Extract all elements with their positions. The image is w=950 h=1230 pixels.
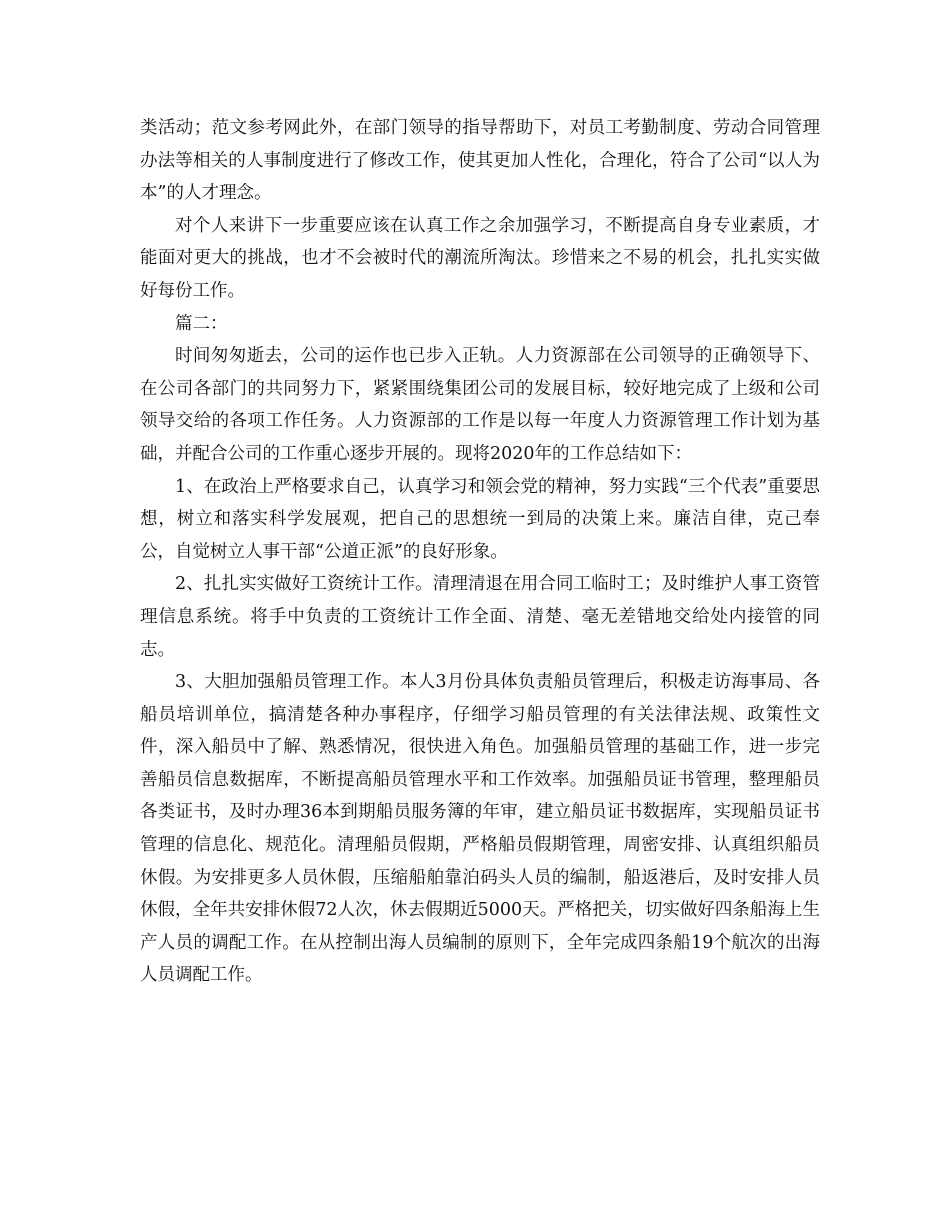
document-body: [140, 112, 820, 992]
paragraph-item-3: 3、大胆加强船员管理工作。本人3月份具体负责船员管理后，积极走访海事局、各船员培训单位，搞清楚各种办事程序，仔细学习船员管理的有关法律法规、政策性文件，深入船员中了解、熟悉情况，很快进入角色。加强船员管理的基础工作，进一步完善船员信息数据库，不断提高船员管理水平和工作效率。加强船员证书管理，整理船员各类证书，及时办理36本到期船员服务簿的年审，建立船员证书数据库，实现船员证书管理的信息化、规范化。清理船员假期，严格船员假期管理，周密安排、认真组织船员休假。为安排更多人员休假，压缩船舶靠泊码头人员的编制，船返港后，及时安排人员休假，全年共安排休假72人次，休去假期近5000天。严格把关，切实做好四条船海上生产人员的调配工作。在从控制出海人员编制的原则下，全年完成四条船19个航次的出海人员调配工作。: [140, 672, 820, 986]
paragraph-item-1: 1、在政治上严格要求自己，认真学习和领会党的精神，努力实践“三个代表”重要思想，树立和落实科学发展观，把自己的思想统一到局的决策上来。廉洁自律，克己奉公，自觉树立人事干部“公道正派”的良好形象。: [140, 476, 820, 562]
paragraph-continuation: 类活动；范文参考网此外，在部门领导的指导帮助下，对员工考勤制度、劳动合同管理办法等相关的人事制度进行了修改工作，使其更加人性化，合理化，符合了公司“以人为本”的人才理念。: [140, 118, 820, 204]
paragraph-intro: 时间匆匆逝去，公司的运作也已步入正轨。人力资源部在公司领导的正确领导下、在公司各部门的共同努力下，紧紧围绕集团公司的发展目标，较好地完成了上级和公司领导交给的各项工作任务。人力资源部的工作是以每一年度人力资源管理工作计划为基础，并配合公司的工作重心逐步开展的。现将2020年的工作总结如下：: [140, 346, 820, 464]
paragraph-personal-plan: 对个人来讲下一步重要应该在认真工作之余加强学习，不断提高自身专业素质，才能面对更大的挑战，也才不会被时代的潮流所淘汰。珍惜来之不易的机会，扎扎实实做好每份工作。: [140, 215, 820, 301]
paragraph-item-2: 2、扎扎实实做好工资统计工作。清理清退在用合同工临时工；及时维护人事工资管理信息系统。将手中负责的工资统计工作全面、清楚、毫无差错地交给处内接管的同志。: [140, 574, 820, 660]
section-heading-part-two: 篇二：: [175, 313, 228, 334]
